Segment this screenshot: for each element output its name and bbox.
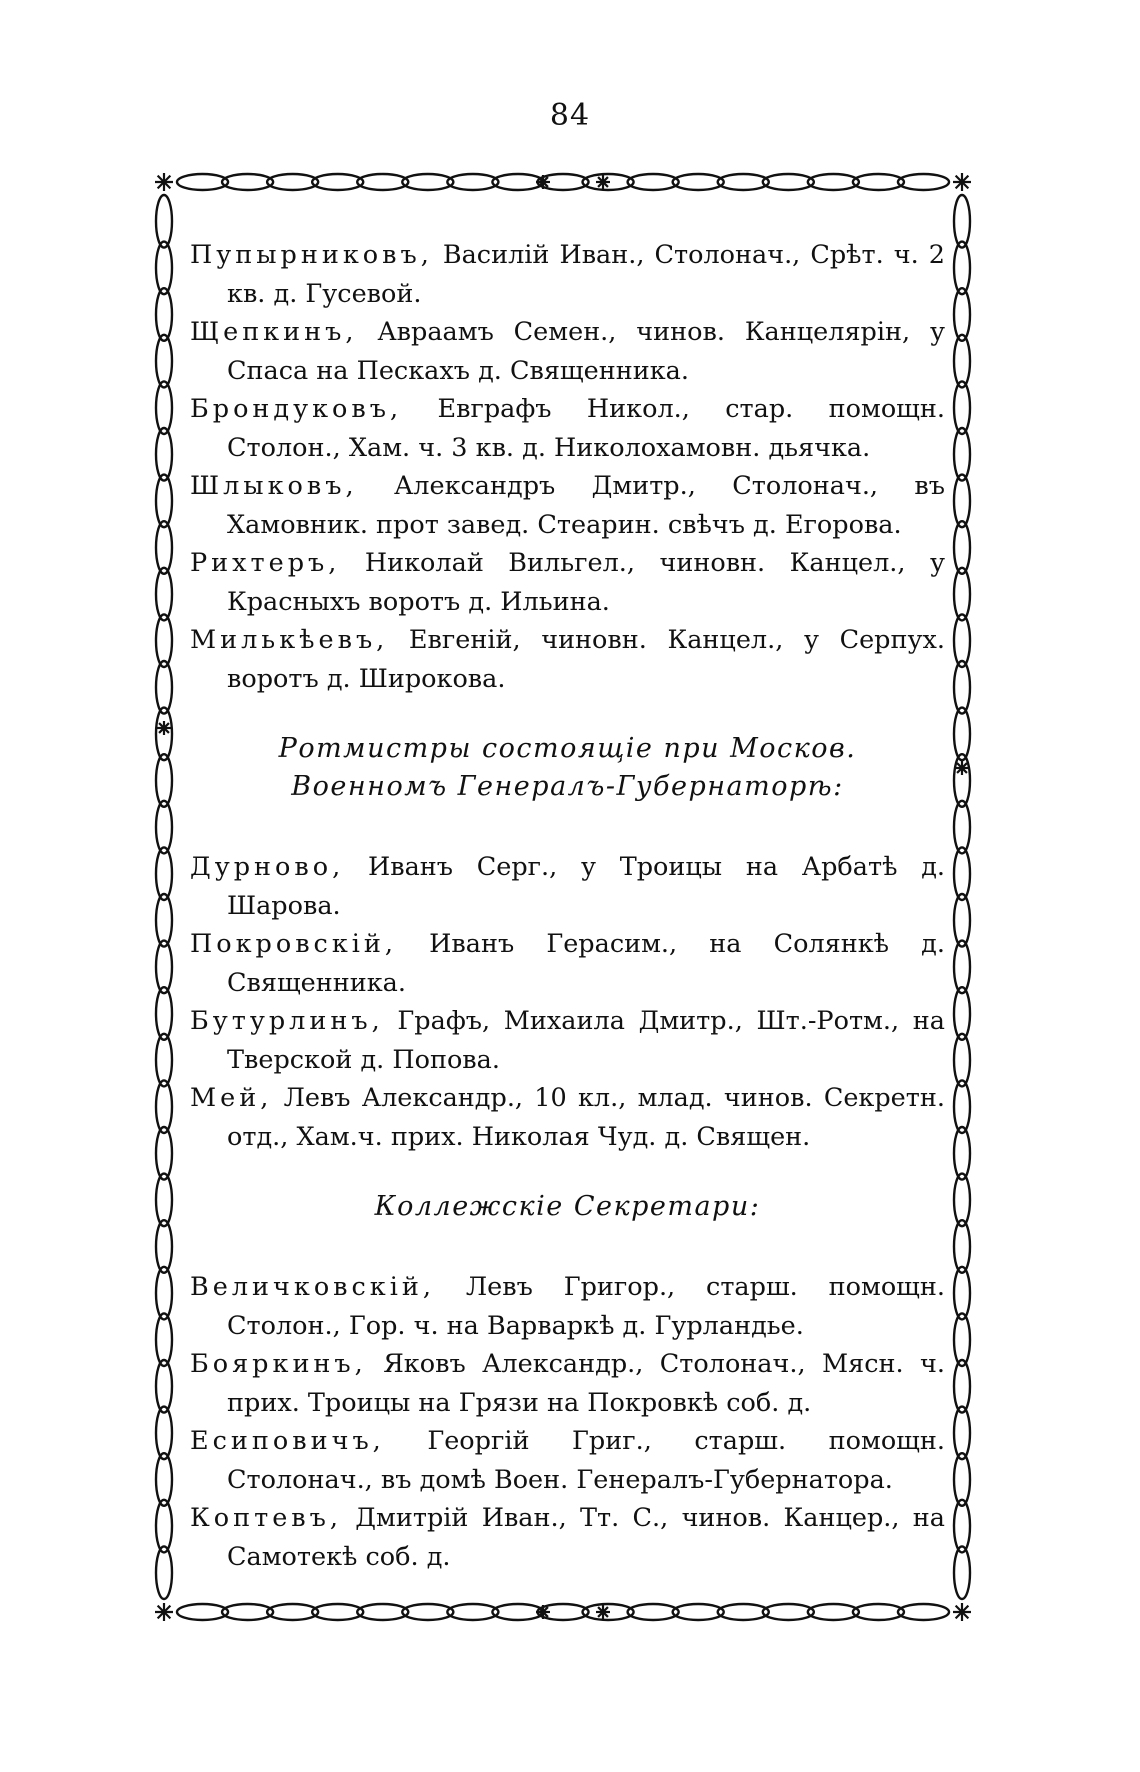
entry-details: Левъ Александр., 10 кл., млад. чинов. Секретн. отд., Хам.ч. прих. Николая Чуд. д. Священ. bbox=[227, 1083, 945, 1152]
page-text bbox=[190, 236, 945, 1576]
entry-surname: Пупырниковъ, bbox=[190, 240, 433, 270]
entry-surname: Покровскій, bbox=[190, 929, 398, 959]
section-list-officials bbox=[190, 236, 945, 698]
list-item bbox=[190, 1079, 945, 1156]
entry-surname: Мей, bbox=[190, 1083, 273, 1113]
section-heading-rotmistry: Ротмистры состоящіе при Москов. Военномъ Генералъ-Губернаторѣ: bbox=[278, 733, 857, 802]
section-rotmistry bbox=[190, 730, 945, 1156]
entry-surname: Брондуковъ, bbox=[190, 394, 403, 424]
list-item bbox=[190, 925, 945, 1002]
list-item bbox=[190, 390, 945, 467]
entry-details: Александръ Дмитр., Столонач., въ Хамовник. прот завед. Стеарин. свѣчъ д. Егорова. bbox=[227, 471, 945, 540]
entry-surname: Коптевъ, bbox=[190, 1503, 342, 1533]
entry-details: Иванъ Герасим., на Солянкѣ д. Священника. bbox=[227, 929, 945, 998]
entry-details: Василій Иван., Столонач., Срѣт. ч. 2 кв. д. Гусевой. bbox=[227, 240, 945, 309]
entry-details: Яковъ Александр., Столонач., Мясн. ч. прих. Троицы на Грязи на Покровкѣ соб. д. bbox=[227, 1349, 945, 1418]
entry-details: Евгеній, чиновн. Канцел., у Серпух. воротъ д. Широкова. bbox=[227, 625, 945, 694]
page-number: 84 bbox=[549, 98, 591, 133]
entry-surname: Величковскій, bbox=[190, 1272, 436, 1302]
entry-surname: Шлыковъ, bbox=[190, 471, 358, 501]
section-heading-secretaries: Коллежскіе Секретари: bbox=[374, 1191, 761, 1222]
list-item bbox=[190, 1345, 945, 1422]
entry-surname: Бутурлинъ, bbox=[190, 1006, 384, 1036]
entry-details: Левъ Григор., старш. помощн. Столон., Гор. ч. на Варваркѣ д. Гурландье. bbox=[227, 1272, 945, 1341]
list-item bbox=[190, 236, 945, 313]
entry-surname: Милькѣевъ, bbox=[190, 625, 389, 655]
entry-surname: Рихтеръ, bbox=[190, 548, 341, 578]
entry-details: Авраамъ Семен., чинов. Канцелярін, у Спаса на Пескахъ д. Священника. bbox=[227, 317, 945, 386]
entry-surname: Дурново, bbox=[190, 852, 345, 882]
entry-details: Графъ, Михаила Дмитр., Шт.-Ротм., на Тверской д. Попова. bbox=[227, 1006, 945, 1075]
entry-surname: Есиповичъ, bbox=[190, 1426, 385, 1456]
list-item bbox=[190, 1499, 945, 1576]
entry-details: Николай Вильгел., чиновн. Канцел., у Красныхъ воротъ д. Ильина. bbox=[227, 548, 945, 617]
entry-surname: Бояркинъ, bbox=[190, 1349, 367, 1379]
list-item bbox=[190, 467, 945, 544]
list-item bbox=[190, 544, 945, 621]
entry-surname: Щепкинъ, bbox=[190, 317, 358, 347]
entry-details: Дмитрій Иван., Тт. С., чинов. Канцер., на Самотекѣ соб. д. bbox=[227, 1503, 945, 1572]
list-item bbox=[190, 848, 945, 925]
list-item bbox=[190, 621, 945, 698]
list-item bbox=[190, 1002, 945, 1079]
list-item bbox=[190, 1268, 945, 1345]
list-item bbox=[190, 1422, 945, 1499]
section-collegiate-secretaries bbox=[190, 1188, 945, 1576]
list-item bbox=[190, 313, 945, 390]
entry-details: Иванъ Серг., у Троицы на Арбатѣ д. Шарова. bbox=[227, 852, 945, 921]
entry-details: Евграфъ Никол., стар. помощн. Столон., Хам. ч. 3 кв. д. Николохамовн. дьячка. bbox=[227, 394, 945, 463]
entry-details: Георгій Григ., старш. помощн. Столонач., въ домѣ Воен. Генералъ-Губернатора. bbox=[227, 1426, 945, 1495]
